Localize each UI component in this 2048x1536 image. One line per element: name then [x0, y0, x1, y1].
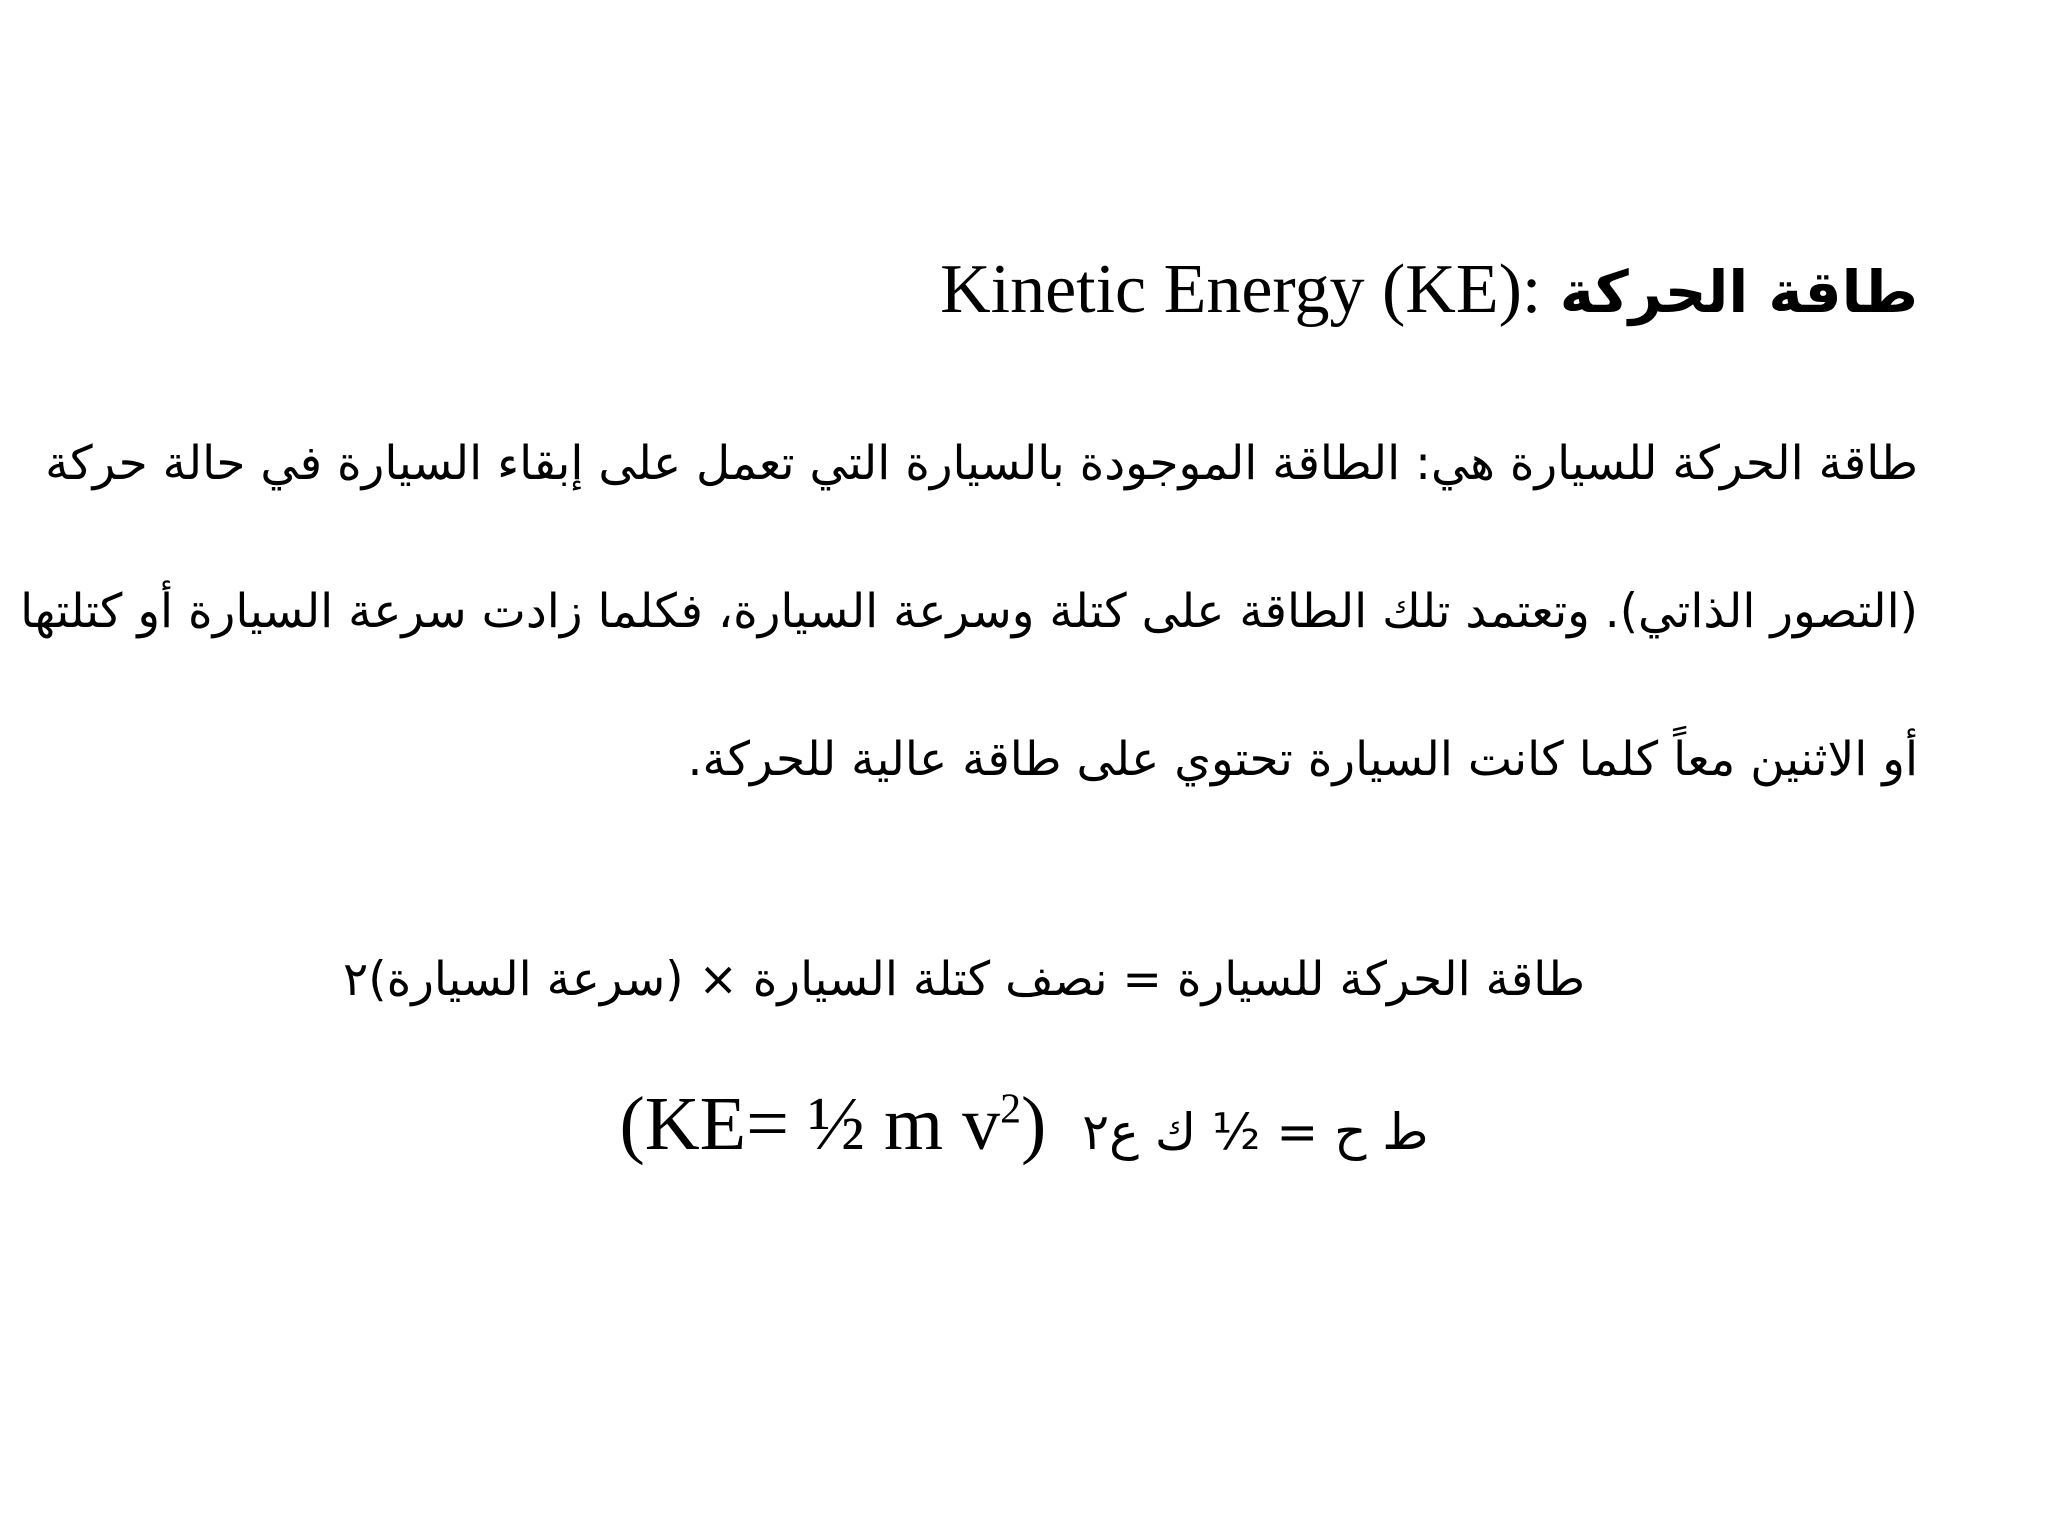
- heading-english: Kinetic Energy (KE):: [940, 251, 1542, 328]
- formula-arabic-statement: [0, 940, 2048, 1020]
- formula-english-base: (KE= ½ m v: [619, 1082, 1001, 1167]
- formula-english: [619, 1082, 1046, 1166]
- paragraph-line: أو الاثنين معاً كلما كانت السيارة تحتوي على طاقة عالية للحركة.: [687, 732, 1918, 787]
- slide-heading: [218, 250, 1918, 332]
- heading-arabic: طاقة الحركة: [1559, 258, 1918, 326]
- formula-arabic-short: ط ح = ½ ك ع٢: [1082, 1103, 1429, 1162]
- formula-arabic-text: طاقة الحركة للسيارة = نصف كتلة السيارة × (سرعة السيارة)٢: [342, 952, 1586, 1007]
- formula-exponent: 2: [1000, 1087, 1021, 1133]
- paragraph-line: طاقة الحركة للسيارة هي: الطاقة الموجودة بالسيارة التي تعمل على إبقاء السيارة في حالة حركة: [45, 436, 1918, 491]
- formula-math: [0, 1065, 2048, 1177]
- formula-english-close: ): [1020, 1082, 1047, 1167]
- paragraph-line: (التصور الذاتي). وتعتمد تلك الطاقة على كتلة وسرعة السيارة، فكلما زادت سرعة السيارة أو كتلتها: [20, 584, 1918, 639]
- definition-paragraph: [20, 390, 1918, 834]
